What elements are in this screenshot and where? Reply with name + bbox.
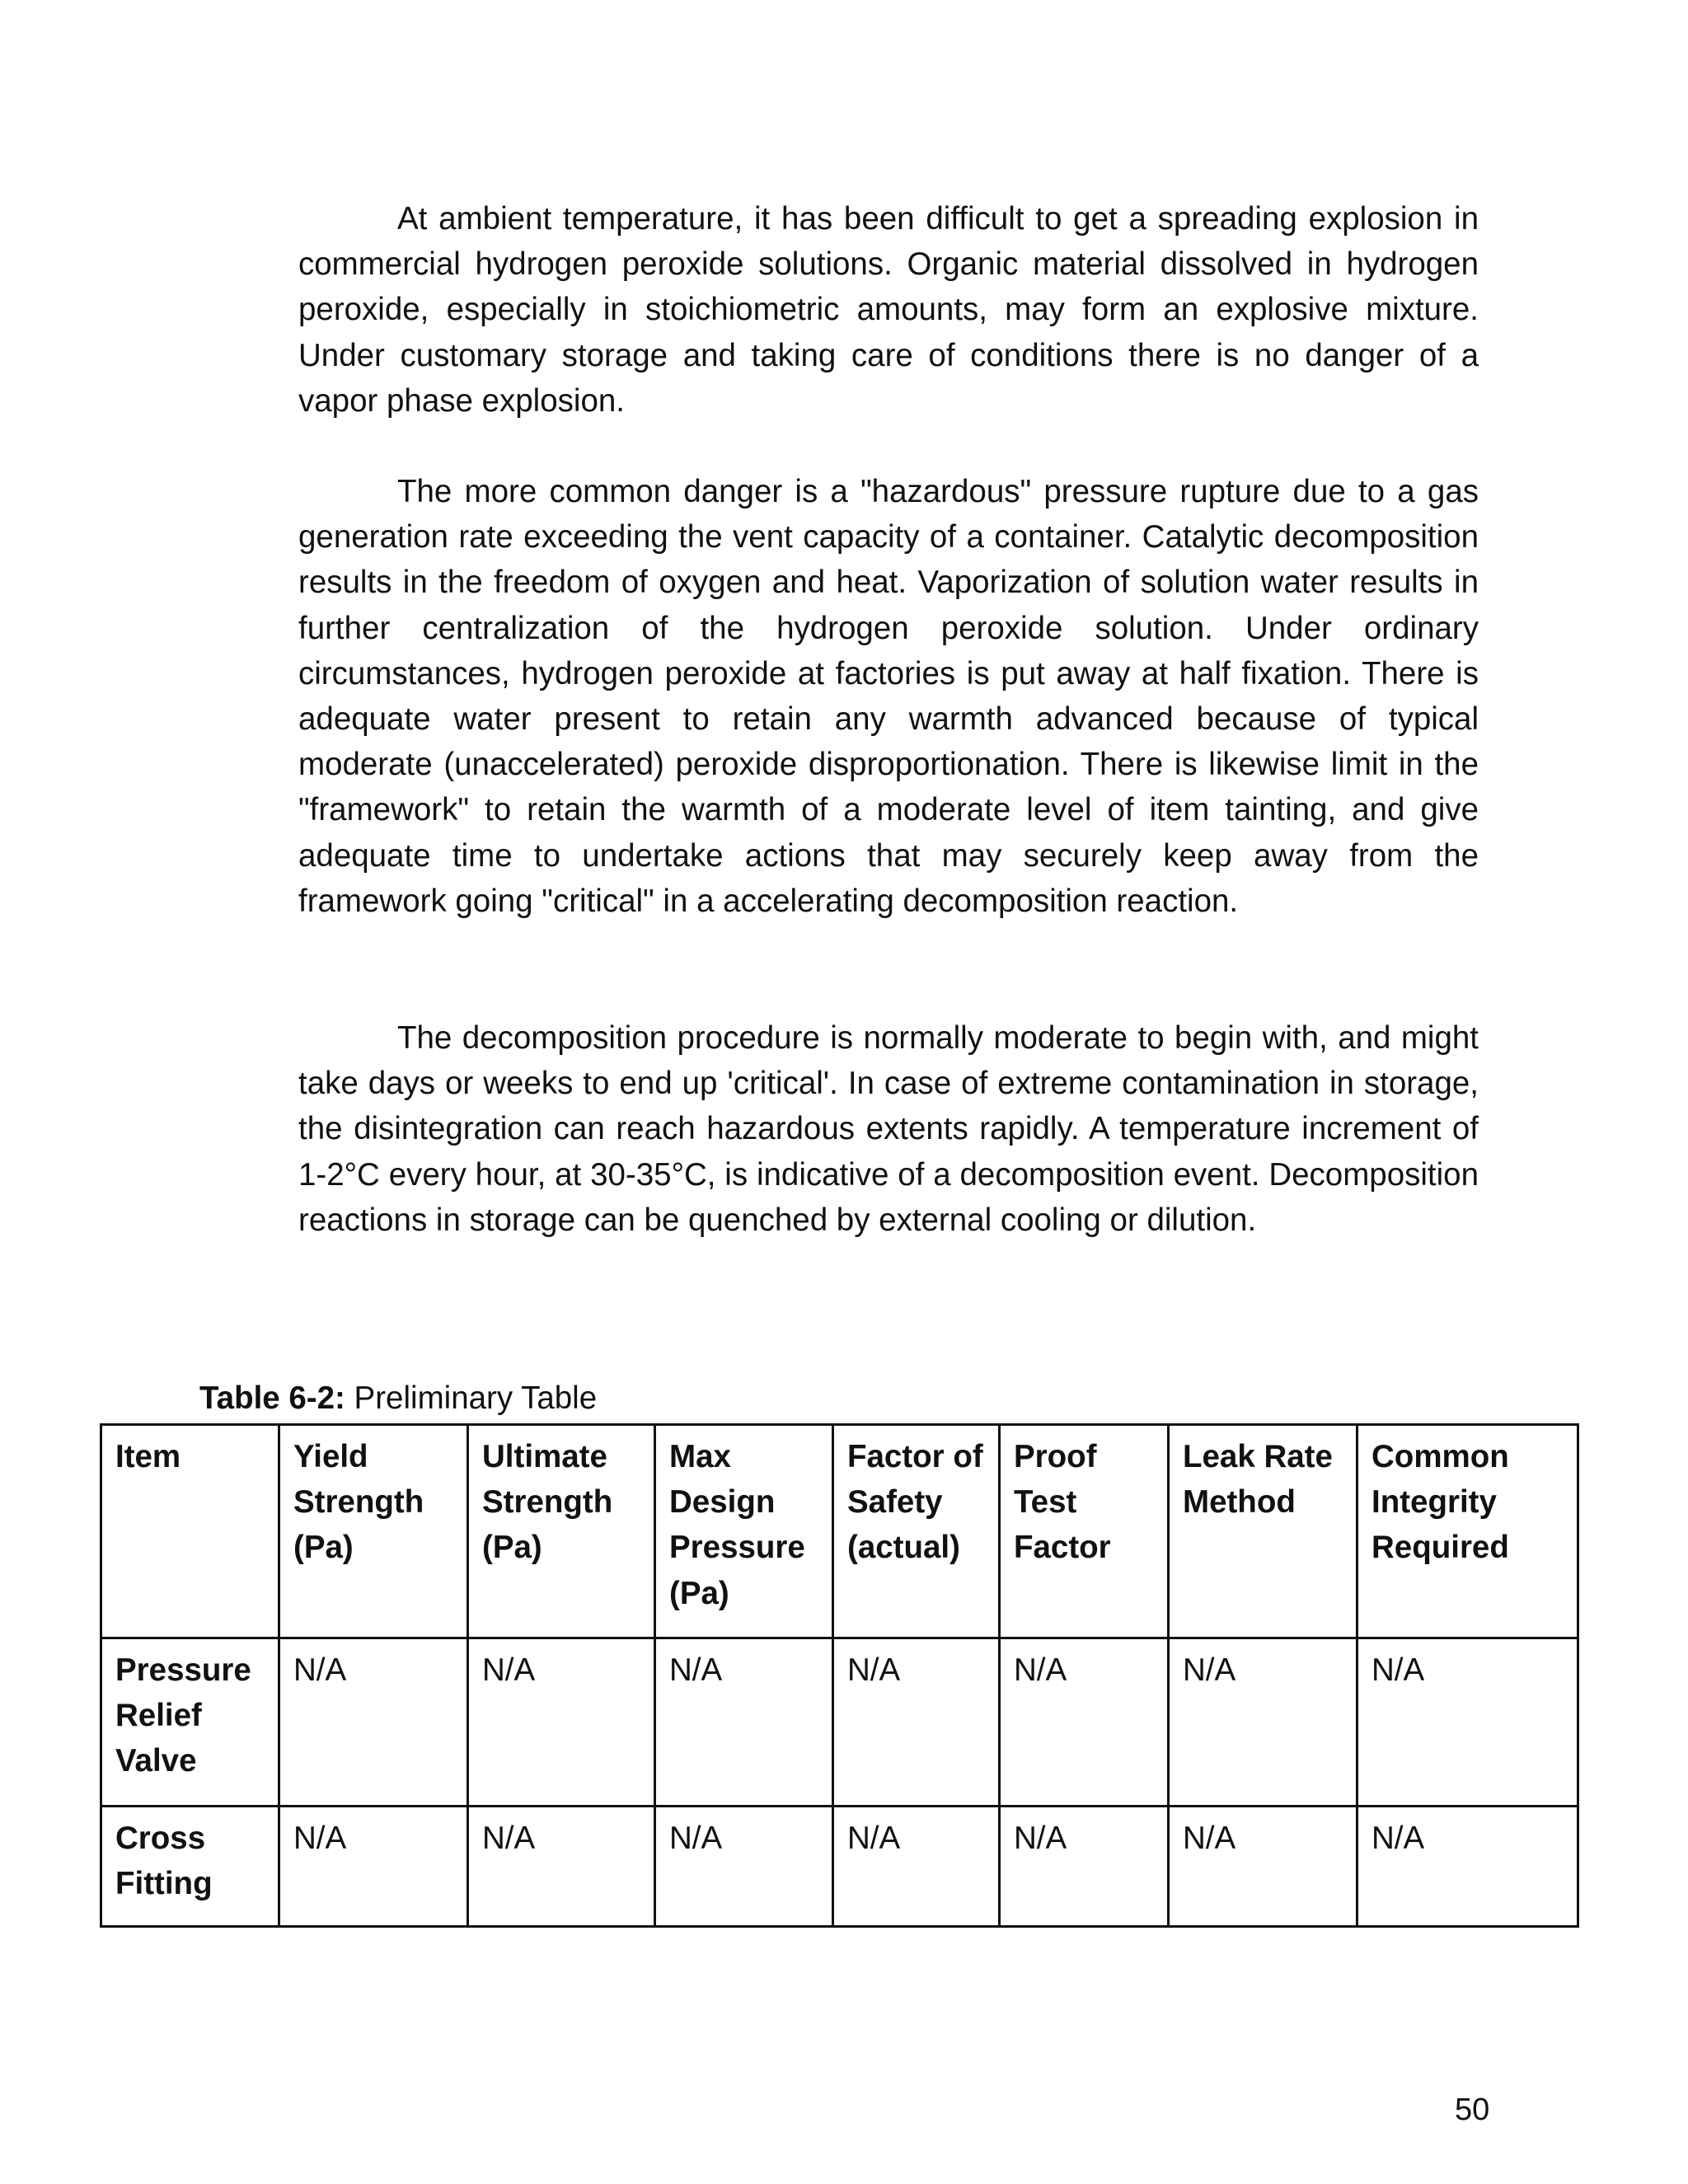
header-cell-common-integrity: Common Integrity Required xyxy=(1357,1425,1578,1638)
table-cell: N/A xyxy=(1357,1807,1578,1927)
table-cell: N/A xyxy=(655,1807,833,1927)
table-cell: N/A xyxy=(279,1807,468,1927)
table-cell: N/A xyxy=(833,1807,1000,1927)
header-cell-max-design-pressure: Max Design Pressure (Pa) xyxy=(655,1425,833,1638)
header-cell-factor-of-safety: Factor of Safety (actual) xyxy=(833,1425,1000,1638)
row-item-cell: Pressure Relief Valve xyxy=(101,1638,279,1807)
header-cell-yield-strength: Yield Strength (Pa) xyxy=(279,1425,468,1638)
table-caption-label: Table 6-2: xyxy=(199,1380,345,1416)
page-number: 50 xyxy=(1455,2093,1490,2127)
header-cell-leak-rate-method: Leak Rate Method xyxy=(1169,1425,1357,1638)
table-cell: N/A xyxy=(1357,1638,1578,1807)
table-cell: N/A xyxy=(279,1638,468,1807)
table-row xyxy=(101,1807,1578,1927)
table-row xyxy=(101,1638,1578,1807)
table-cell: N/A xyxy=(468,1638,655,1807)
table-cell: N/A xyxy=(468,1807,655,1927)
header-cell-item: Item xyxy=(101,1425,279,1638)
table-cell: N/A xyxy=(1169,1807,1357,1927)
table-cell: N/A xyxy=(1000,1807,1169,1927)
table-caption-text: Preliminary Table xyxy=(345,1380,598,1416)
paragraph-3: The decomposition procedure is normally moderate to begin with, and might take days or weeks to end up 'critical'. In case of extreme contamination in storage, the disintegration can reach hazardous extents rapidly. A temperature increment of 1-2°C every hour, at 30-35°C, is indicative of a decomposition event. Decomposition reactions in storage can be quenched by external cooling or dilution. xyxy=(298,1020,1479,1238)
table-cell: N/A xyxy=(833,1638,1000,1807)
preliminary-table xyxy=(100,1423,1579,1928)
row-item-cell: Cross Fitting xyxy=(101,1807,279,1927)
table-header-row xyxy=(101,1425,1578,1638)
header-cell-proof-test-factor: Proof Test Factor xyxy=(1000,1425,1169,1638)
paragraph-2: The more common danger is a "hazardous" pressure rupture due to a gas generation rate exceeding the vent capacity of a container. Catalytic decomposition results in the freedom of oxygen and heat. Vaporization of solution water results in further centralization of the hydrogen peroxide solution. Under ordinary circumstances, hydrogen peroxide at factories is put away at half fixation. There is adequate water present to retain any warmth advanced because of typical moderate (unaccelerated) peroxide disproportionation. There is likewise limit in the "framework" to retain the warmth of a moderate level of item tainting, and give adequate time to undertake actions that may securely keep away from the framework going "critical" in a accelerating decomposition reaction. xyxy=(298,474,1479,919)
table-cell: N/A xyxy=(655,1638,833,1807)
paragraph-1: At ambient temperature, it has been difficult to get a spreading explosion in commercial hydrogen peroxide solutions. Organic material dissolved in hydrogen peroxide, especially in stoichiometric amounts, may form an explosive mixture. Under customary storage and taking care of conditions there is no danger of a vapor phase explosion. xyxy=(298,201,1479,419)
table-cell: N/A xyxy=(1169,1638,1357,1807)
table-caption xyxy=(199,1376,597,1421)
table-cell: N/A xyxy=(1000,1638,1169,1807)
header-cell-ultimate-strength: Ultimate Strength (Pa) xyxy=(468,1425,655,1638)
